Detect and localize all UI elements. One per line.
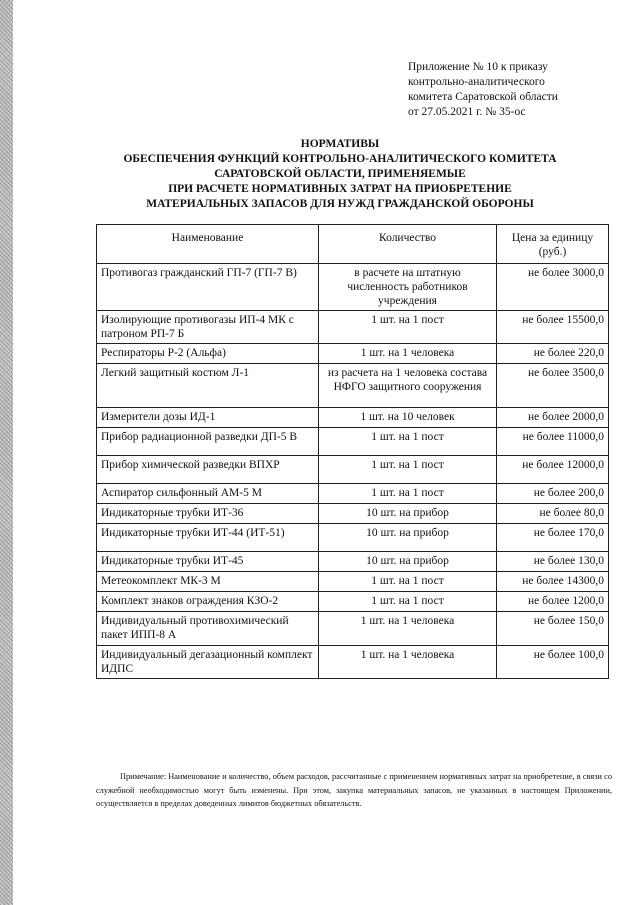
cell-name: Индивидуальный дегазационный комплект ИДПС [97, 646, 319, 679]
title-line: ОБЕСПЕЧЕНИЯ ФУНКЦИЙ КОНТРОЛЬНО-АНАЛИТИЧЕСКОГО КОМИТЕТА [123, 153, 557, 165]
cell-quantity: 1 шт. на 1 человека [319, 612, 497, 646]
table-row [97, 344, 609, 364]
table-row [97, 456, 609, 484]
table-row [97, 612, 609, 646]
appendix-line: комитета Саратовской области [408, 91, 558, 103]
cell-name: Прибор радиационной разведки ДП-5 В [97, 428, 319, 456]
cell-price: не более 1200,0 [497, 592, 609, 612]
header-name: Наименование [97, 225, 319, 264]
cell-price: не более 11000,0 [497, 428, 609, 456]
cell-name: Метеокомплект МК-3 М [97, 572, 319, 592]
cell-quantity: 10 шт. на прибор [319, 552, 497, 572]
cell-name: Противогаз гражданский ГП-7 (ГП-7 В) [97, 264, 319, 311]
cell-price: не более 12000,0 [497, 456, 609, 484]
table-row [97, 364, 609, 408]
footnote: Примечание: Наименование и количество, объем расходов, рассчитанные с применением нормативных затрат на приобретение, в связи со служебной необходимостью могут быть изменены. При этом, закупка материальных запасов, не указанных в настоящем Приложении, осуществляется в пределах доведенных лимитов бюджетных обязательств. [96, 772, 612, 808]
cell-name: Респираторы Р-2 (Альфа) [97, 344, 319, 364]
norms-table [96, 224, 609, 679]
cell-price: не более 14300,0 [497, 572, 609, 592]
table-row [97, 592, 609, 612]
cell-name: Комплект знаков ограждения КЗО-2 [97, 592, 319, 612]
cell-quantity: 10 шт. на прибор [319, 524, 497, 552]
table-row [97, 572, 609, 592]
cell-quantity: 10 шт. на прибор [319, 504, 497, 524]
cell-price: не более 220,0 [497, 344, 609, 364]
document-title [60, 137, 620, 212]
cell-quantity: 1 шт. на 1 человека [319, 646, 497, 679]
cell-price: не более 150,0 [497, 612, 609, 646]
table-row [97, 264, 609, 311]
cell-quantity: 1 шт. на 1 пост [319, 484, 497, 504]
appendix-line: контрольно-аналитического [408, 76, 545, 88]
cell-quantity: 1 шт. на 1 пост [319, 456, 497, 484]
table-row [97, 646, 609, 679]
table-row [97, 552, 609, 572]
title-line: МАТЕРИАЛЬНЫХ ЗАПАСОВ ДЛЯ НУЖД ГРАЖДАНСКОЙ ОБОРОНЫ [146, 198, 534, 210]
appendix-line: Приложение № 10 к приказу [408, 61, 548, 73]
cell-name: Прибор химической разведки ВПХР [97, 456, 319, 484]
cell-quantity: 1 шт. на 1 пост [319, 592, 497, 612]
table-row [97, 524, 609, 552]
cell-quantity: 1 шт. на 1 человека [319, 344, 497, 364]
title-line: САРАТОВСКОЙ ОБЛАСТИ, ПРИМЕНЯЕМЫЕ [214, 168, 466, 180]
cell-quantity: 1 шт. на 1 пост [319, 311, 497, 344]
cell-price: не более 80,0 [497, 504, 609, 524]
header-quantity: Количество [319, 225, 497, 264]
title-line: НОРМАТИВЫ [300, 138, 380, 150]
cell-name: Индикаторные трубки ИТ-44 (ИТ-51) [97, 524, 319, 552]
cell-quantity: 1 шт. на 1 пост [319, 572, 497, 592]
table-row [97, 484, 609, 504]
cell-price: не более 200,0 [497, 484, 609, 504]
cell-name: Аспиратор сильфонный АМ-5 М [97, 484, 319, 504]
scan-edge-strip [0, 0, 13, 905]
title-line: ПРИ РАСЧЕТЕ НОРМАТИВНЫХ ЗАТРАТ НА ПРИОБРЕТЕНИЕ [168, 183, 512, 195]
cell-name: Индивидуальный противохимический пакет ИПП-8 А [97, 612, 319, 646]
cell-price: не более 100,0 [497, 646, 609, 679]
cell-price: не более 2000,0 [497, 408, 609, 428]
cell-quantity: 1 шт. на 1 пост [319, 428, 497, 456]
appendix-reference [408, 60, 628, 120]
cell-name: Измерители дозы ИД-1 [97, 408, 319, 428]
cell-name: Изолирующие противогазы ИП-4 МК с патроном РП-7 Б [97, 311, 319, 344]
cell-quantity: в расчете на штатную численность работников учреждения [319, 264, 497, 311]
table-header-row [97, 225, 609, 264]
cell-quantity: 1 шт. на 10 человек [319, 408, 497, 428]
table-row [97, 311, 609, 344]
cell-name: Индикаторные трубки ИТ-36 [97, 504, 319, 524]
cell-price: не более 3500,0 [497, 364, 609, 408]
table-row [97, 504, 609, 524]
cell-price: не более 3000,0 [497, 264, 609, 311]
cell-price: не более 130,0 [497, 552, 609, 572]
cell-price: не более 170,0 [497, 524, 609, 552]
cell-price: не более 15500,0 [497, 311, 609, 344]
cell-quantity: из расчета на 1 человека состава НФГО защитного сооружения [319, 364, 497, 408]
table-row [97, 428, 609, 456]
cell-name: Индикаторные трубки ИТ-45 [97, 552, 319, 572]
cell-name: Легкий защитный костюм Л-1 [97, 364, 319, 408]
appendix-line: от 27.05.2021 г. № 35-ос [408, 106, 526, 118]
header-price: Цена за единицу (руб.) [497, 225, 609, 264]
table-row [97, 408, 609, 428]
